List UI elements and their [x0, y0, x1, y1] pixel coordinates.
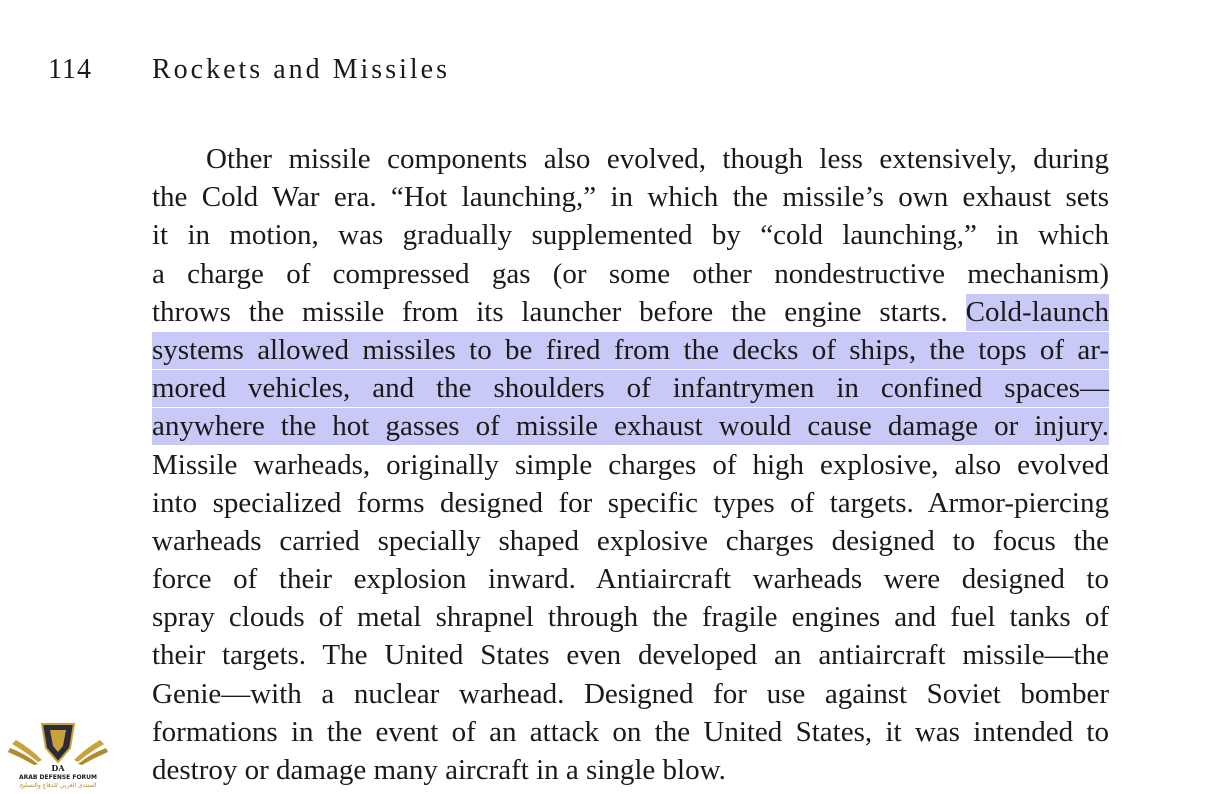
line-text: warheads carried specially shaped explosive charges designed to focus the	[152, 524, 1109, 557]
logo-emblem-icon	[8, 718, 108, 774]
line-text: the Cold War era. “Hot launching,” in which the missile’s own exhaust sets	[152, 181, 1109, 214]
book-title: Rockets and Missiles	[152, 54, 450, 85]
line-text: spray clouds of metal shrapnel through the fragile engines and fuel tanks of	[152, 601, 1109, 634]
line-text: destroy or damage many aircraft in a single blow.	[152, 754, 726, 786]
line-text: it in motion, was gradually supplemented by “cold launching,” in which	[152, 219, 1109, 252]
body-text	[152, 140, 1109, 789]
text-line	[152, 407, 1109, 445]
page-number: 114	[48, 54, 92, 85]
line-text: force of their explosion inward. Antiaircraft warheads were designed to	[152, 563, 1109, 596]
text-line	[152, 331, 1109, 369]
line-text: Genie—with a nuclear warhead. Designed for use against Soviet bomber	[152, 677, 1109, 710]
text-line	[152, 216, 1109, 254]
text-line	[152, 751, 1109, 789]
text-line	[152, 178, 1109, 216]
text-line	[152, 560, 1109, 598]
text-line	[152, 675, 1109, 713]
running-head	[48, 52, 450, 88]
line-text: a charge of compressed gas (or some other nondestructive mechanism)	[152, 257, 1109, 290]
line-text: Other missile components also evolved, though less extensively, during	[206, 143, 1109, 175]
highlighted-text: systems allowed missiles to be fired from the decks of ships, the tops of ar-	[152, 332, 1109, 369]
text-line	[152, 713, 1109, 751]
line-text: throws the missile from its launcher before the engine starts.	[152, 295, 948, 328]
text-line	[152, 446, 1109, 484]
highlighted-text: mored vehicles, and the shoulders of infantrymen in confined spaces—	[152, 370, 1109, 407]
arab-defense-forum-logo-icon	[8, 718, 108, 794]
logo-caption-english: ARAB DEFENSE FORUM	[18, 774, 98, 781]
line-text: formations in the event of an attack on the United States, it was intended to	[152, 715, 1109, 748]
logo-caption-arabic: المنتدى العربي للدفاع والتسليح	[19, 782, 97, 789]
text-line	[152, 293, 1109, 331]
logo-monogram: DA	[51, 763, 65, 773]
text-line	[152, 255, 1109, 293]
line-text: into specialized forms designed for specific types of targets. Armor-piercing	[152, 486, 1109, 519]
line-text: Missile warheads, originally simple charges of high explosive, also evolved	[152, 448, 1109, 481]
text-line	[152, 522, 1109, 560]
text-line	[152, 369, 1109, 407]
line-text: their targets. The United States even developed an antiaircraft missile—the	[152, 639, 1109, 672]
highlighted-text: Cold-launch	[966, 294, 1109, 331]
text-line	[152, 140, 1109, 178]
highlighted-text: anywhere the hot gasses of missile exhaust would cause damage or injury.	[152, 408, 1109, 445]
text-line	[152, 484, 1109, 522]
text-line	[152, 598, 1109, 636]
text-line	[152, 636, 1109, 674]
